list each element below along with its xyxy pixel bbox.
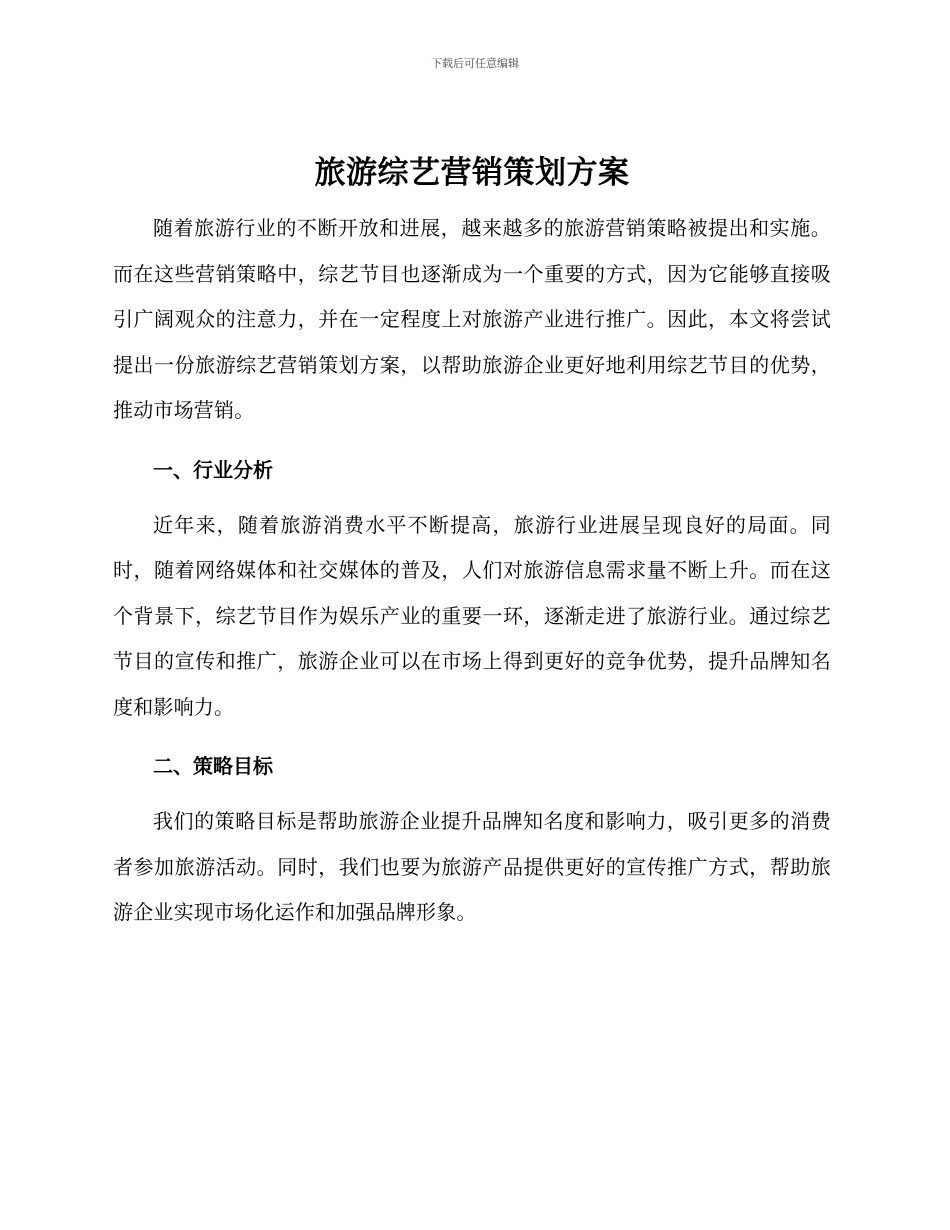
section-heading-strategy-goals: 二、策略目标 <box>153 754 273 778</box>
document-body <box>113 150 831 936</box>
section-heading-industry-analysis: 一、行业分析 <box>153 457 273 482</box>
intro-paragraph: 随着旅游行业的不断开放和进展，越来越多的旅游营销策略被提出和实施。而在这些营销策略中，综艺节目也逐渐成为一个重要的方式，因为它能够直接吸引广阔观众的注意力，并在一定程度上对旅游产业进行推广。因此，本文将尝试提出一份旅游综艺营销策划方案，以帮助旅游企业更好地利用综艺节目的优势，推动市场营销。 <box>113 216 831 422</box>
header-note: 下载后可任意编辑 <box>431 57 519 70</box>
section-body-industry-analysis: 近年来，随着旅游消费水平不断提高，旅游行业进展呈现良好的局面。同时，随着网络媒体和社交媒体的普及，人们对旅游信息需求量不断上升。而在这个背景下，综艺节目作为娱乐产业的重要一环，逐渐走进了旅游行业。通过综艺节目的宣传和推广，旅游企业可以在市场上得到更好的竞争优势，提升品牌知名度和影响力。 <box>113 512 831 719</box>
document-title: 旅游综艺营销策划方案 <box>314 155 630 191</box>
section-body-strategy-goals: 我们的策略目标是帮助旅游企业提升品牌知名度和影响力，吸引更多的消费者参加旅游活动。同时，我们也要为旅游产品提供更好的宣传推广方式，帮助旅游企业实现市场化运作和加强品牌形象。 <box>113 809 831 924</box>
